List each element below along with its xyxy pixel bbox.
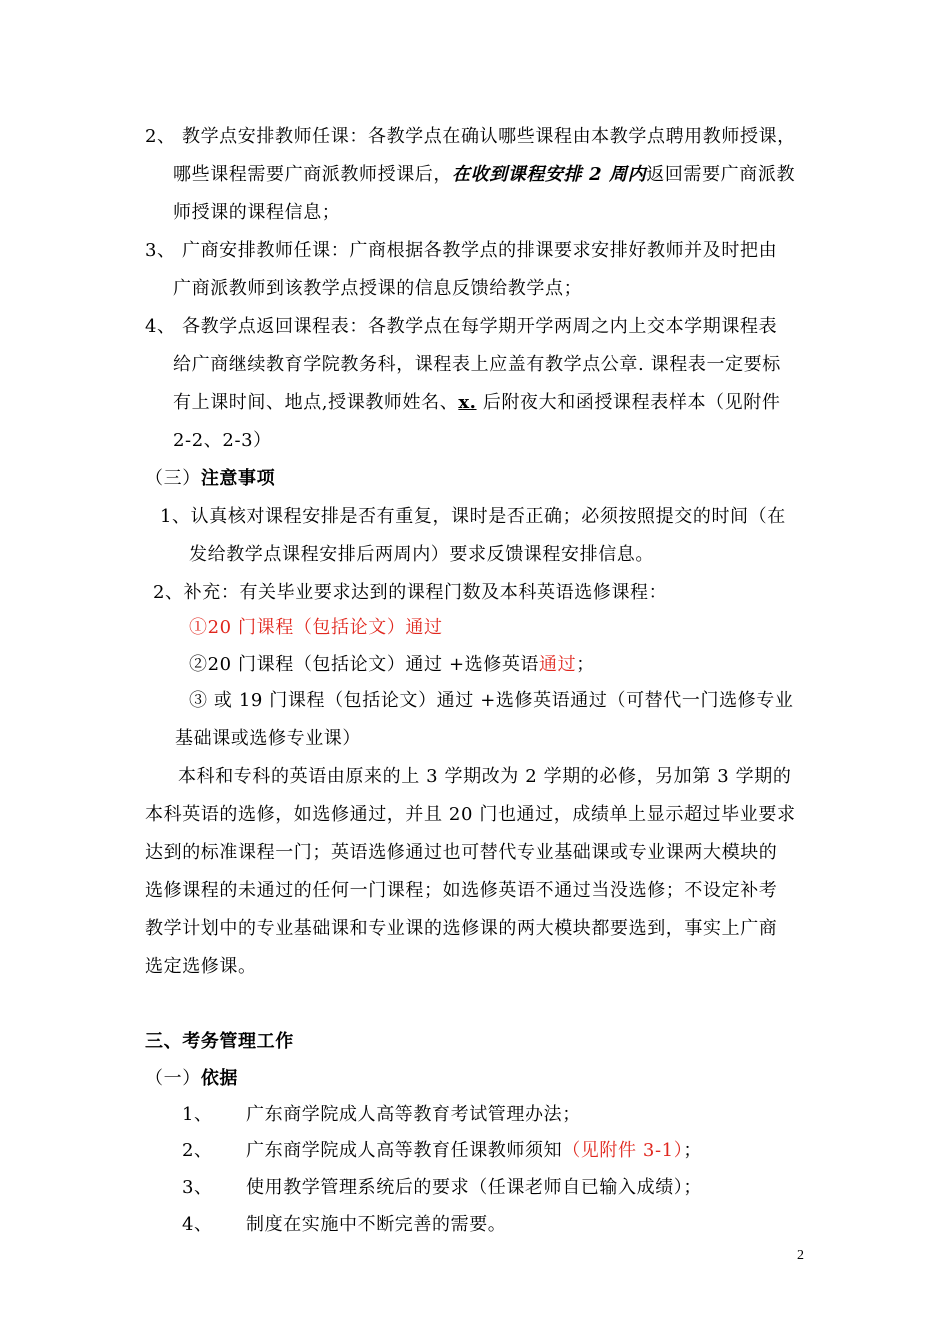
option-3-line-2: 基础课或选修专业课） [175,728,361,749]
item-4-line-3-pre: 有上课时间、地点,授课教师姓名、 [173,392,459,413]
item-4-line-4: 2-2、2-3） [173,430,272,451]
notes-heading-prefix: （三） [145,468,201,489]
section-3-subheading-prefix: （一） [145,1068,201,1089]
basis-item-4-text: 制度在实施中不断完善的需要。 [246,1214,507,1235]
basis-item-2-post: ； [683,1140,702,1161]
note-1-line-1: 1、认真核对课程安排是否有重复，课时是否正确；必须按照提交的时间（在 [160,506,786,527]
option-3-line-1: ③ 或 19 门课程（包括论文）通过 +选修英语通过（可替代一门选修专业 [189,690,794,711]
paragraph-line-1: 本科和专科的英语由原来的上 3 学期改为 2 学期的必修，另加第 3 学期的 [178,766,792,787]
item-4-line-1: 4、 各教学点返回课程表：各教学点在每学期开学两周之内上交本学期课程表 [145,316,778,337]
item-4-line-3 [173,391,780,415]
basis-item-4-num: 4、 [182,1214,213,1235]
item-2-line-2-post: 返回需要广商派教 [646,164,796,185]
item-4-underlined-x: x. [458,392,477,413]
page-number: 2 [797,1248,804,1263]
option-2-post: ； [576,654,595,675]
notes-heading-text: 注意事项 [200,468,276,489]
notes-heading [145,467,275,491]
item-2-line-1: 2、 教学点安排教师任课：各教学点在确认哪些课程由本教学点聘用教师授课， [145,126,796,147]
section-3-subheading-text: 依据 [200,1068,239,1089]
option-1: ①20 门课程（包括论文）通过 [189,617,443,638]
item-2-line-2 [173,163,795,187]
basis-item-2-text [246,1139,702,1163]
item-3-line-1: 3、 广商安排教师任课：广商根据各教学点的排课要求安排好教师并及时把由 [145,240,778,261]
item-3-line-2: 广商派教师到该教学点授课的信息反馈给教学点； [173,278,583,299]
item-2-line-2-pre: 哪些课程需要广商派教师授课后， [173,164,452,185]
basis-item-2-main: 广东商学院成人高等教育任课教师须知 [246,1140,563,1161]
basis-item-2-num: 2、 [182,1140,213,1161]
item-4-line-2: 给广商继续教育学院教务科，课程表上应盖有教学点公章. 课程表一定要标 [173,354,781,375]
paragraph-line-4: 选修课程的未通过的任何一门课程；如选修英语不通过当没选修；不设定补考 [145,880,778,901]
item-4-line-3-post: 后附夜大和函授课程表样本（见附件 [476,392,781,413]
item-2-deadline-emphasis: 在收到课程安排 2 周内 [452,164,647,185]
basis-item-3-num: 3、 [182,1177,213,1198]
section-3-heading: 三、考务管理工作 [145,1031,294,1052]
paragraph-line-5: 教学计划中的专业基础课和专业课的选修课的两大模块都要选到，事实上广商 [145,918,778,939]
item-2-line-3: 师授课的课程信息； [173,202,341,223]
basis-item-1-num: 1、 [182,1104,213,1125]
basis-item-2-appendix-ref: （见附件 3-1） [562,1140,684,1161]
basis-item-3-text: 使用教学管理系统后的要求（任课老师自已输入成绩）； [246,1177,702,1198]
note-2: 2、补充：有关毕业要求达到的课程门数及本科英语选修课程： [153,582,668,603]
note-1-line-2: 发给教学点课程安排后两周内）要求反馈课程安排信息。 [189,544,654,565]
paragraph-line-3: 达到的标准课程一门；英语选修通过也可替代专业基础课或专业课两大模块的 [145,842,778,863]
option-2-red: 通过 [539,654,577,675]
paragraph-line-6: 选定选修课。 [145,956,257,977]
option-2 [189,653,595,677]
option-2-pre: ②20 门课程（包括论文）通过 +选修英语 [189,654,540,675]
paragraph-line-2: 本科英语的选修，如选修通过，并且 20 门也通过，成绩单上显示超过毕业要求 [145,804,796,825]
section-3-subheading [145,1067,238,1091]
basis-item-1-text: 广东商学院成人高等教育考试管理办法； [246,1104,581,1125]
